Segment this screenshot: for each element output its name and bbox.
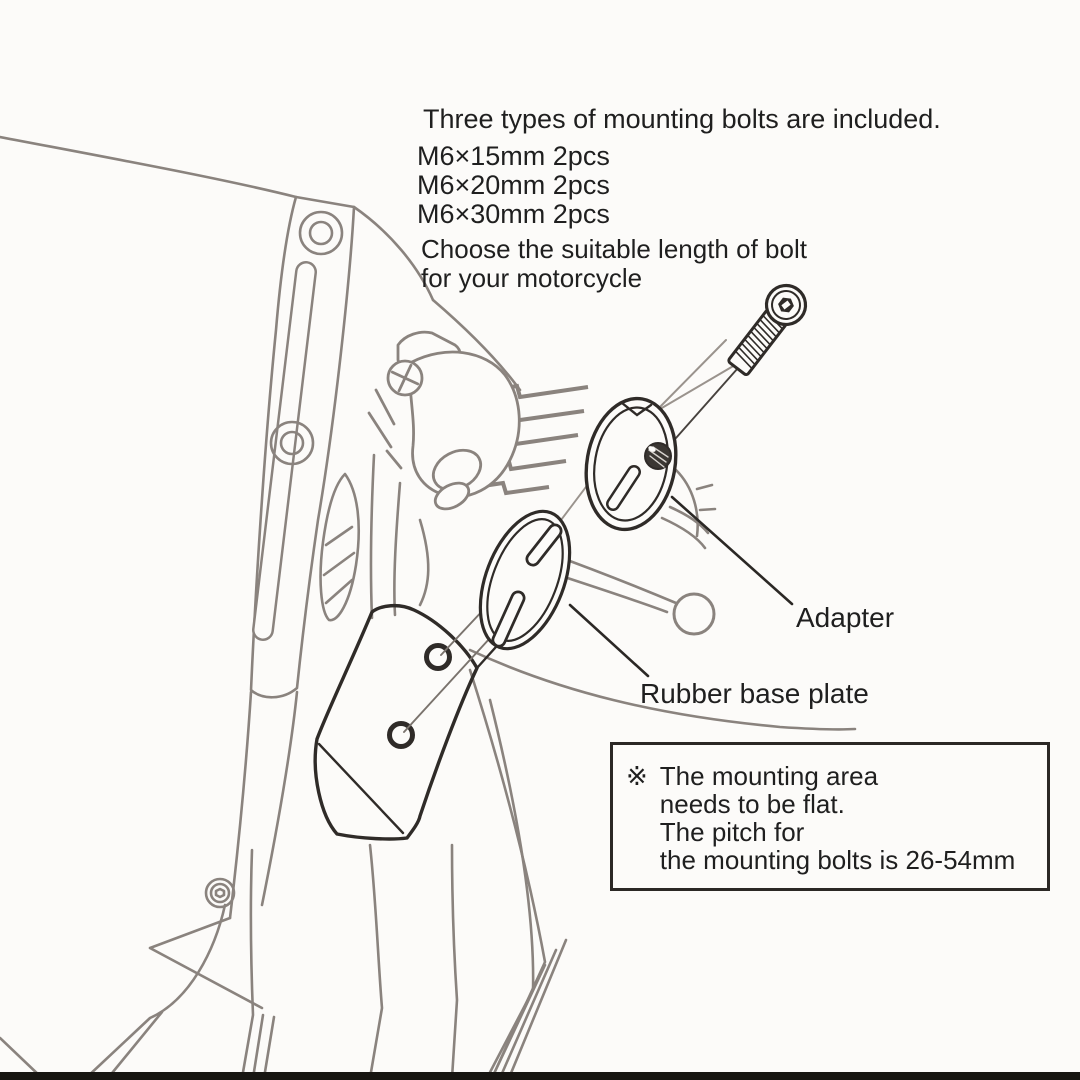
note-line: The mounting area <box>659 761 879 791</box>
rubber-base-plate-drawing <box>463 499 587 661</box>
title-text: Three types of mounting bolts are included. <box>423 104 941 134</box>
note-line: The pitch for <box>659 817 805 847</box>
bolt-size-option: M6×15mm 2pcs <box>417 141 610 171</box>
bolt-size-option: M6×30mm 2pcs <box>417 199 610 229</box>
adapter-label: Adapter <box>796 602 895 633</box>
leader-lines <box>570 497 792 676</box>
bottom-edge-bar <box>0 1072 1080 1080</box>
adapter-plate-drawing <box>576 391 686 536</box>
handlebar-assembly <box>369 332 519 514</box>
adapter-threaded-hole <box>645 443 671 469</box>
reference-mark: ※ <box>626 761 648 791</box>
adapter-leader-line <box>672 497 792 604</box>
bolt-size-option: M6×20mm 2pcs <box>417 170 610 200</box>
mounting-note-box <box>610 742 1050 891</box>
mounting-bolt-drawing <box>722 278 814 381</box>
instruction-line: Choose the suitable length of bolt <box>421 234 807 264</box>
note-line: the mounting bolts is 26-54mm <box>659 845 1016 875</box>
rubber-base-plate-label: Rubber base plate <box>640 678 869 709</box>
note-line: needs to be flat. <box>659 789 845 819</box>
fairing-fastener <box>206 879 234 907</box>
instruction-line: for your motorcycle <box>421 263 643 293</box>
rubber-plate-leader-line <box>570 605 648 676</box>
